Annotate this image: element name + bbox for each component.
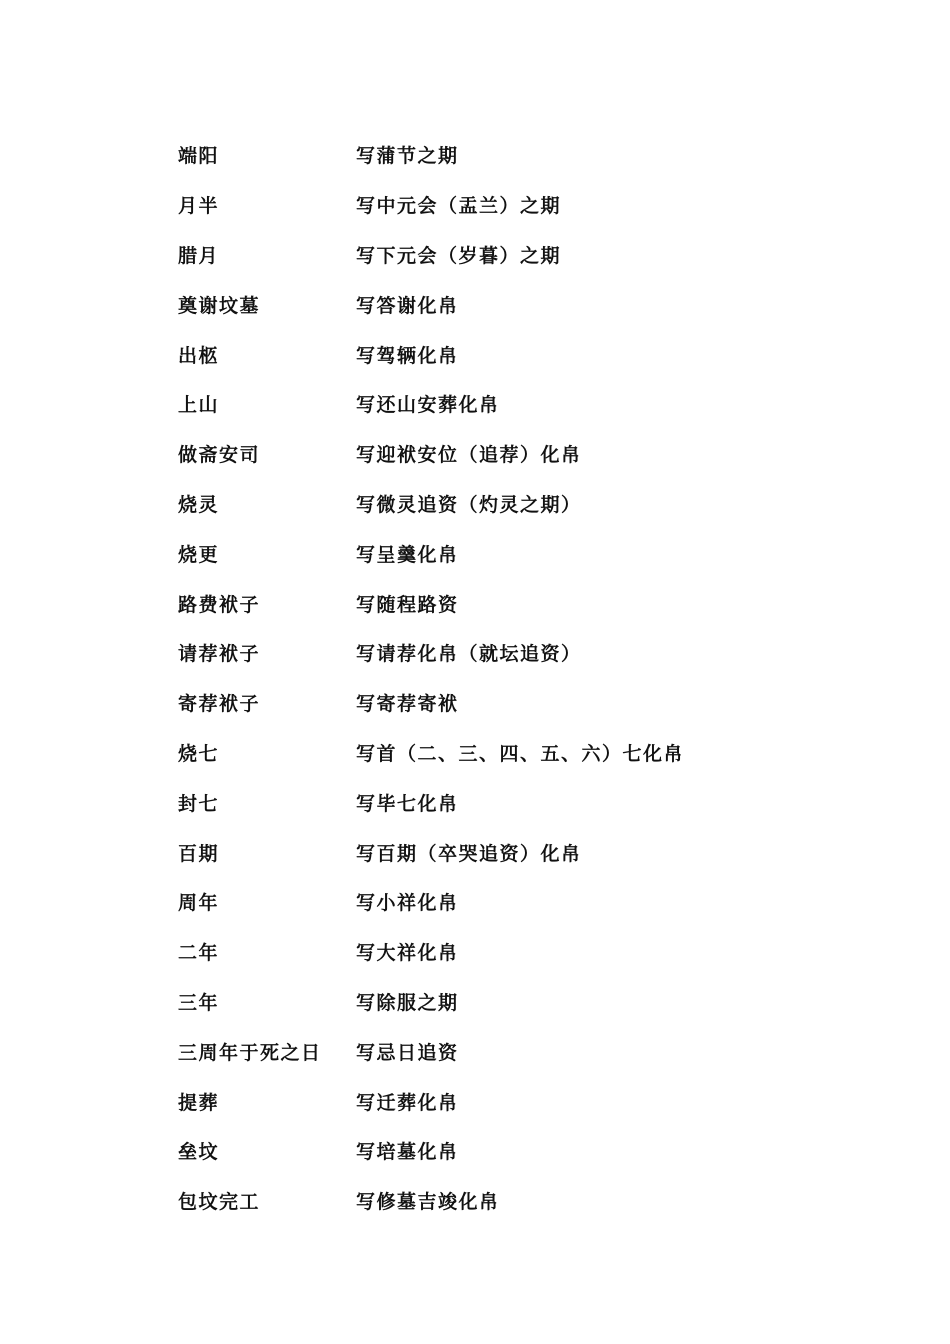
entry-row (178, 1026, 878, 1076)
entry-row (178, 479, 878, 529)
entry-row (178, 230, 878, 280)
entry-row (178, 827, 878, 877)
entry-row (178, 578, 878, 628)
entry-occasion: 烧七 (178, 742, 220, 765)
entry-writing: 写寄荐寄袱 (356, 693, 459, 716)
entry-occasion: 月半 (178, 195, 220, 218)
entry-writing: 写修墓吉竣化帛 (356, 1191, 500, 1214)
entry-writing: 写大祥化帛 (356, 942, 459, 965)
entry-writing: 写忌日追资 (356, 1041, 459, 1064)
entry-writing: 写微灵追资（灼灵之期） (356, 493, 582, 516)
entry-row (178, 1126, 878, 1176)
entry-occasion: 烧更 (178, 543, 220, 566)
entry-row (178, 429, 878, 479)
entry-occasion: 垒坟 (178, 1141, 220, 1164)
entry-occasion: 端阳 (178, 145, 220, 168)
entry-writing: 写小祥化帛 (356, 892, 459, 915)
entry-writing: 写驾辆化帛 (356, 344, 459, 367)
entry-occasion: 提葬 (178, 1091, 220, 1114)
entry-writing: 写中元会（盂兰）之期 (356, 195, 562, 218)
entry-row (178, 1176, 878, 1226)
entry-writing: 写迁葬化帛 (356, 1091, 459, 1114)
entry-writing: 写首（二、三、四、五、六）七化帛 (356, 742, 685, 765)
entry-writing: 写培墓化帛 (356, 1141, 459, 1164)
entry-occasion: 百期 (178, 842, 220, 865)
entry-occasion: 烧灵 (178, 493, 220, 516)
entry-writing: 写答谢化帛 (356, 294, 459, 317)
entry-occasion: 封七 (178, 792, 220, 815)
entry-occasion: 出柩 (178, 344, 220, 367)
entry-occasion: 路费袱子 (178, 593, 261, 616)
entry-row (178, 628, 878, 678)
entry-row (178, 678, 878, 728)
entry-row (178, 379, 878, 429)
entry-writing: 写百期（卒哭追资）化帛 (356, 842, 582, 865)
entry-occasion: 二年 (178, 942, 220, 965)
entry-row (178, 528, 878, 578)
entry-writing: 写呈羹化帛 (356, 543, 459, 566)
entry-writing: 写请荐化帛（就坛追资） (356, 643, 582, 666)
entry-row (178, 279, 878, 329)
entry-row (178, 777, 878, 827)
entry-occasion: 包坟完工 (178, 1191, 261, 1214)
entry-occasion: 三年 (178, 991, 220, 1014)
entry-row (178, 977, 878, 1027)
entry-occasion: 三周年于死之日 (178, 1041, 322, 1064)
entry-occasion: 周年 (178, 892, 220, 915)
entry-writing: 写除服之期 (356, 991, 459, 1014)
entry-occasion: 奠谢坟墓 (178, 294, 261, 317)
entry-writing: 写迎袱安位（追荐）化帛 (356, 444, 582, 467)
entry-occasion: 做斋安司 (178, 444, 261, 467)
entry-row (178, 130, 878, 180)
entry-occasion: 上山 (178, 394, 220, 417)
entry-occasion: 腊月 (178, 244, 220, 267)
entry-occasion: 请荐袱子 (178, 643, 261, 666)
entry-row (178, 329, 878, 379)
entry-row (178, 927, 878, 977)
entry-writing: 写毕七化帛 (356, 792, 459, 815)
entry-writing: 写蒲节之期 (356, 145, 459, 168)
entry-row (178, 180, 878, 230)
entry-row (178, 877, 878, 927)
entry-writing: 写下元会（岁暮）之期 (356, 244, 562, 267)
entry-row (178, 728, 878, 778)
entry-list (178, 130, 878, 1226)
entry-row (178, 1076, 878, 1126)
entry-writing: 写还山安葬化帛 (356, 394, 500, 417)
entry-occasion: 寄荐袱子 (178, 693, 261, 716)
entry-writing: 写随程路资 (356, 593, 459, 616)
